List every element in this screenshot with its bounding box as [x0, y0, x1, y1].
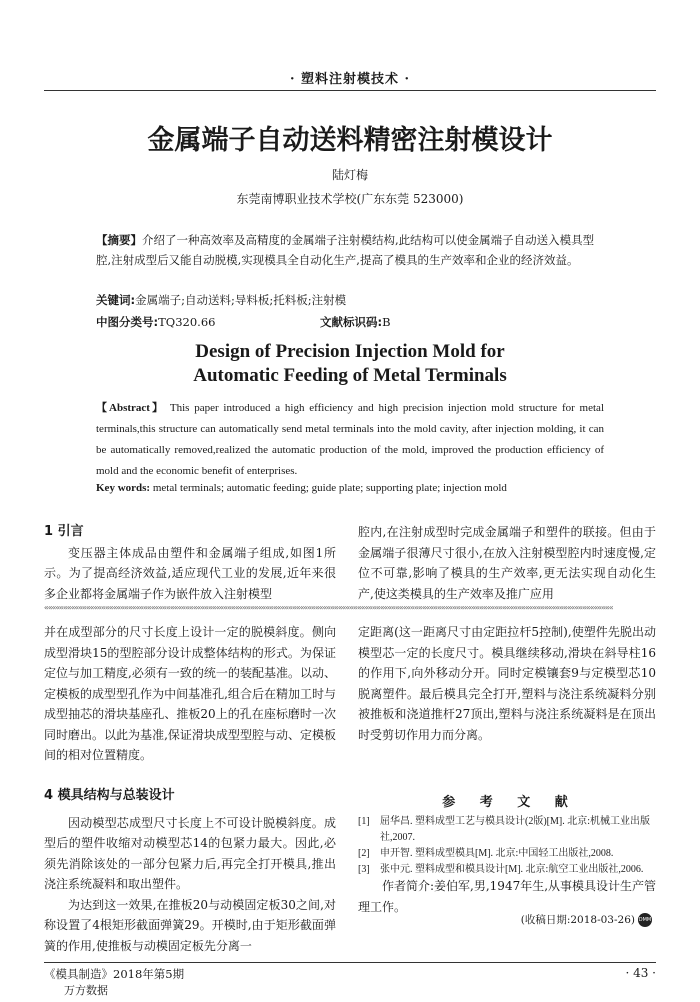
abstract-en-label: 【Abstract】 — [96, 402, 166, 414]
references-list — [358, 814, 658, 878]
doc-code-value: B — [382, 315, 391, 329]
page-number: · 43 · — [625, 966, 656, 980]
abstract-cn-text: 介绍了一种高效率及高精度的金属端子注射模结构,此结构可以使金属端子自动送入模具型腔,注射成型后又能自动脱模,实现模具全自动化生产,提高了模具的生产效率和企业的经济效益。 — [96, 233, 595, 267]
reference-item — [358, 814, 658, 846]
title-en-line1: Design of Precision Injection Mold for — [195, 341, 505, 362]
page-cut-marks: ««««««««««««««««««««««««««««««««««««««««««««««««««««««««««««««««««««««««««««««««««««««««««««««««««««««««««««««««««««««««««««««««««««««««««««««««««««« — [44, 604, 613, 612]
section4-heading: 4 模具结构与总装设计 — [44, 788, 175, 803]
mold-paragraph: 并在成型部分的尺寸长度上设计一定的脱模斜度。侧向成型滑块15的型腔部分设计成整体结构的形式。为保证定位与加工精度,必须有一致的统一的装配基准。以动、定模板的成型型孔作为中间基准孔,组合后在精加工时与成型抽芯的滑块基座孔、推板20上的孔在座标磨时一次同时磨出。以此为基准,保证滑块成型型腔与动、定模板间的相对位置精度。 — [44, 625, 336, 762]
lower-right-column — [358, 622, 656, 745]
author-note: 作者简介:姜伯军,男,1947年生,从事模具设计生产管理工作。 — [358, 879, 657, 914]
abstract-cn — [96, 230, 604, 270]
abstract-cn-label: 【摘要】 — [96, 233, 142, 247]
keywords-cn — [96, 292, 604, 308]
reference-text: 屈华昌. 塑料成型工艺与模具设计(2版)[M]. 北京:机械工业出版社,2007. — [380, 816, 650, 843]
reference-number: [1] — [358, 816, 370, 827]
abstract-en — [96, 398, 604, 482]
references-heading: 参 考 文 献 — [442, 795, 578, 810]
classification-line — [96, 314, 604, 330]
abstract-en-text: This paper introduced a high efficiency and high precision injection mold structure for metal terminals,this structure can automatically send metal terminals into the mold cavity, after injection molding, it can be automatically removed,realized the automatic production of the mold, improved the production efficiency of mold and the economic benefit of enterprises. — [96, 402, 604, 477]
intro-paragraph: 变压器主体成品由塑件和金属端子组成,如图1所示。为了提高经济效益,适应现代工业的发展,近年来很多企业都将金属端子作为嵌件放入注射模型 — [44, 545, 336, 601]
lower-left-column — [44, 622, 336, 766]
reference-number: [3] — [358, 864, 370, 875]
keywords-en-label: Key words: — [96, 482, 151, 494]
keywords-cn-text: 金属端子;自动送料;导料板;托料板;注射模 — [135, 293, 347, 307]
author-name: 陆灯梅 — [331, 168, 368, 182]
reference-text: 申开智. 塑料成型模具[M]. 北京:中国轻工出版社,2008. — [380, 848, 614, 859]
section4-column — [44, 786, 336, 956]
section4-paragraph-2: 为达到这一效果,在推板20与动模固定板30之间,对称设置了4根矩形截面弹簧29。开模时,由于矩形截面弹簧的作用,使推板与动模固定板先分离一 — [44, 897, 336, 953]
reference-item — [358, 846, 658, 862]
doc-code-label: 文献标识码: — [320, 315, 383, 329]
keywords-en-text: metal terminals; automatic feeding; guide plate; supporting plate; injection mold — [152, 482, 507, 494]
section1-heading: 1 引言 — [44, 524, 84, 539]
clc-label: 中图分类号: — [96, 315, 159, 329]
header-rule — [44, 90, 656, 91]
intro-right-column — [358, 522, 656, 604]
received-date — [358, 912, 652, 927]
received-date-text: (收稿日期:2018-03-26) — [520, 914, 635, 926]
author-affiliation: 东莞南博职业技术学校(广东东莞 523000) — [236, 192, 464, 206]
keywords-en — [96, 482, 604, 494]
clc-value: TQ320.66 — [158, 315, 216, 329]
keywords-cn-label: 关键词: — [96, 293, 136, 307]
section-tag: · 塑料注射模技术 · — [289, 72, 411, 87]
dmm-logo: DMM — [638, 913, 652, 927]
article-title-en — [0, 340, 700, 388]
reference-text: 张中元. 塑料成型和模具设计[M]. 北京:航空工业出版社,2006. — [380, 864, 644, 875]
ejection-paragraph: 定距离(这一距离尺寸由定距拉杆5控制),使塑件先脱出动模型芯一定的长度尺寸。模具继续移动,滑块在斜导柱16的作用下,向外移动分开。同时定模镶套9与定模型芯10脱离塑件。最后模具完全打开,塑料与浇注系统凝料分别被推板和浇道推杆27顶出,塑料与浇注系统凝料是在顶出时受剪切作用力而分离。 — [358, 625, 656, 742]
intro-left-column — [44, 522, 336, 604]
section4-paragraph-1: 因动模型芯成型尺寸长度上不可设计脱模斜度。成型后的塑件收缩对动模型芯14的包紧力最大。因此,必须先消除该处的一部分包紧力后,再完全打开模具,推出浇注系统凝料和取出塑件。 — [44, 815, 336, 891]
article-title-cn: 金属端子自动送料精密注射模设计 — [147, 125, 553, 156]
intro-right-paragraph: 腔内,在注射成型时完成金属端子和塑件的联接。但由于金属端子很薄尺寸很小,在放入注射模型腔内时速度慢,定位不可靠,影响了模具的生产效率,更无法实现自动化生产,使这类模具的生产效率及推广应用 — [358, 525, 656, 601]
reference-number: [2] — [358, 848, 370, 859]
footer-rule — [44, 962, 656, 963]
journal-issue: 《模具制造》2018年第5期 — [44, 967, 185, 981]
title-en-line2: Automatic Feeding of Metal Terminals — [193, 365, 507, 386]
source-watermark: 万方数据 — [64, 984, 108, 997]
